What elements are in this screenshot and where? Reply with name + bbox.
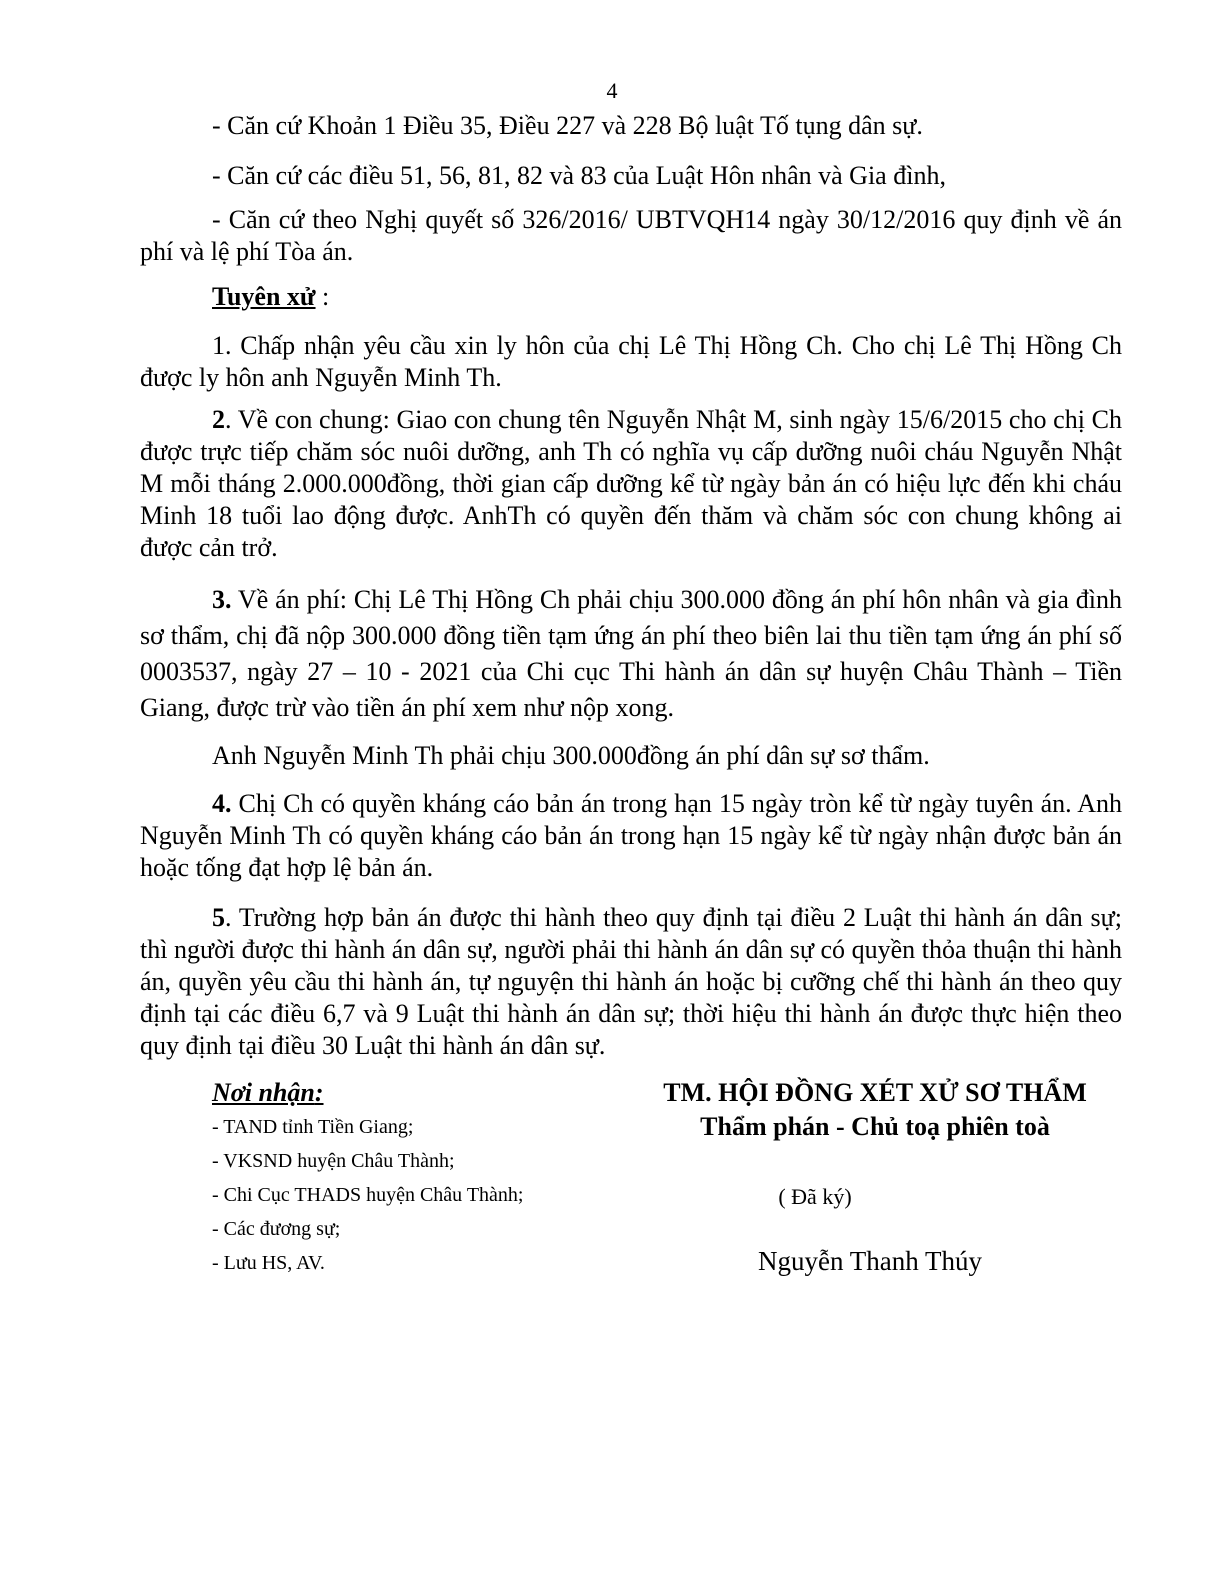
council-title: TM. HỘI ĐỒNG XÉT XỬ SƠ THẨM [663,1078,1087,1107]
recipient-item: - Chi Cục THADS huyện Châu Thành; [212,1184,524,1206]
legal-basis-1: - Căn cứ Khoản 1 Điều 35, Điều 227 và 228 Bộ luật Tố tụng dân sự. [212,111,923,140]
verdict-item-1: 1. Chấp nhận yêu cầu xin ly hôn của chị Lê Thị Hồng Ch. Cho chị Lê Thị Hồng Ch được ly hôn anh Nguyễn Minh Th. [140,331,1122,392]
verdict-heading: Tuyên xử : [212,282,330,311]
judge-name: Nguyễn Thanh Thúy [758,1246,982,1276]
recipient-item: - VKSND huyện Châu Thành; [212,1150,455,1172]
page-number: 4 [606,78,618,103]
verdict-item-4: 4. Chị Ch có quyền kháng cáo bản án trong hạn 15 ngày tròn kể từ ngày tuyên án. Anh Nguyễn Minh Th có quyền kháng cáo bản án trong hạn 15 ngày kể từ ngày nhận được bản án hoặc tống đạt hợp lệ bản án. [140,789,1122,882]
recipient-item: - Các đương sự; [212,1218,341,1240]
recipients-title: Nơi nhận: [212,1078,324,1107]
recipient-item: - Lưu HS, AV. [212,1252,325,1274]
verdict-item-2: 2. Về con chung: Giao con chung tên Nguyễn Nhật M, sinh ngày 15/6/2015 cho chị Ch được trực tiếp chăm sóc nuôi dưỡng, anh Th có nghĩa vụ cấp dưỡng nuôi cháu Nguyễn Nhật M mỗi tháng 2.000.000đồng, thời gian cấp dưỡng kể từ ngày bản án có hiệu lực đến khi cháu Minh 18 tuổi lao động được. AnhTh có quyền đến thăm và chăm sóc con chung không ai được cản trở. [140,405,1122,562]
legal-basis-2: - Căn cứ các điều 51, 56, 81, 82 và 83 của Luật Hôn nhân và Gia đình, [212,161,946,190]
signed-note: ( Đã ký) [778,1184,852,1209]
legal-basis-3: - Căn cứ theo Nghị quyết số 326/2016/ UBTVQH14 ngày 30/12/2016 quy định về án phí và lệ phí Tòa án. [140,205,1122,266]
judge-title: Thẩm phán - Chủ toạ phiên toà [700,1112,1050,1141]
verdict-item-5: 5. Trường hợp bản án được thi hành theo quy định tại điều 2 Luật thi hành án dân sự; thì người được thi hành án dân sự, người phải thi hành án dân sự có quyền thỏa thuận thi hành án, quyền yêu cầu thi hành án, tự nguyện thi hành án hoặc bị cưỡng chế thi hành án theo quy định tại các điều 6,7 và 9 Luật thi hành án dân sự; thời hiệu thi hành án được thực hiện theo quy định tại điều 30 Luật thi hành án dân sự. [140,903,1122,1060]
recipient-item: - TAND tỉnh Tiền Giang; [212,1116,414,1138]
recipients-block [212,1076,632,1280]
signature-block [640,1076,1110,1276]
verdict-item-3-defendant-fee: Anh Nguyễn Minh Th phải chịu 300.000đồng án phí dân sự sơ thẩm. [212,741,930,770]
verdict-item-3: 3. Về án phí: Chị Lê Thị Hồng Ch phải chịu 300.000 đồng án phí hôn nhân và gia đình sơ thẩm, chị đã nộp 300.000 đồng tiền tạm ứng án phí theo biên lai thu tiền tạm ứng án phí số 0003537, ngày 27 – 10 - 2021 của Chi cục Thi hành án dân sự huyện Châu Thành – Tiền Giang, được trừ vào tiền án phí xem như nộp xong. [140,585,1122,722]
